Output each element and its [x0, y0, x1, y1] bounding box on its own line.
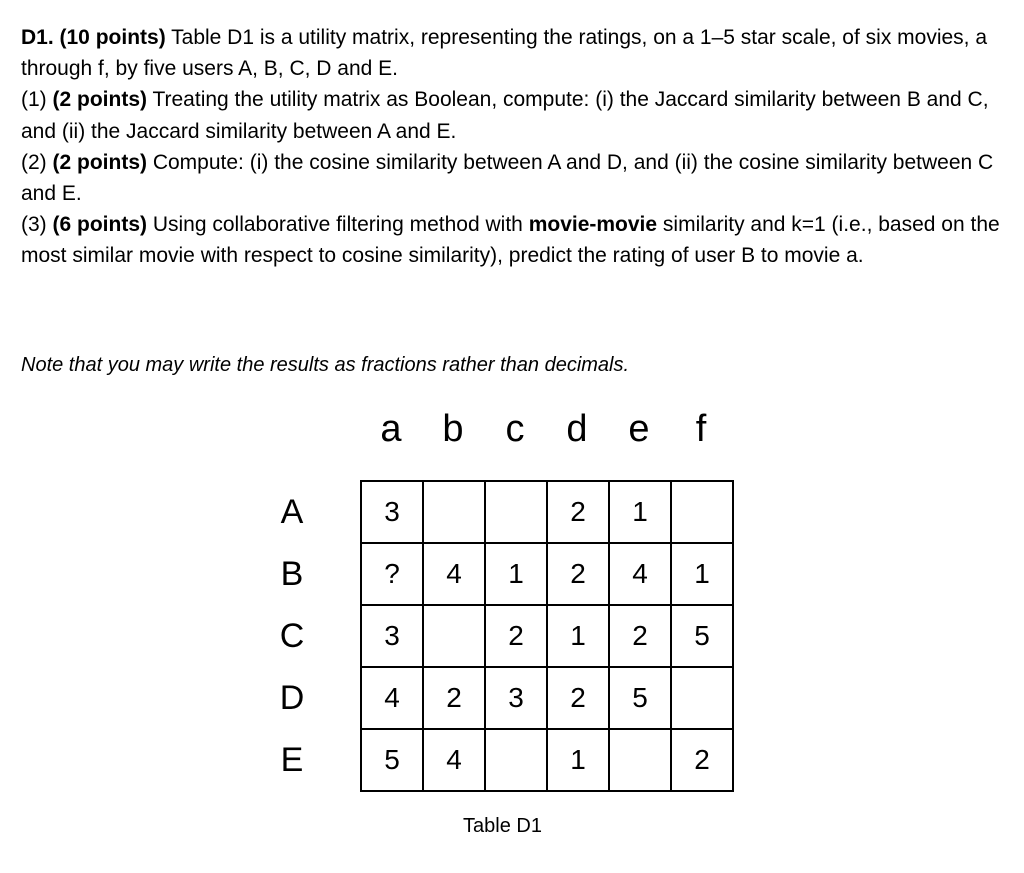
cell-b-e: 4	[609, 543, 671, 605]
cell-e-c	[485, 729, 547, 791]
part-1-label: (1)	[21, 88, 53, 112]
part-3-emphasis: movie-movie	[528, 213, 658, 237]
column-header-c: c	[505, 408, 525, 450]
cell-a-f	[671, 481, 733, 543]
table-row	[361, 605, 733, 667]
part-3-points: (6 points)	[52, 213, 147, 237]
utility-matrix	[360, 480, 734, 792]
cell-a-e: 1	[609, 481, 671, 543]
table-row	[361, 543, 733, 605]
cell-b-b: 4	[423, 543, 485, 605]
row-header-d: D	[279, 679, 305, 717]
cell-c-d: 1	[547, 605, 609, 667]
column-header-a: a	[380, 408, 402, 450]
column-header-d: d	[566, 408, 588, 450]
question-intro	[21, 22, 1001, 84]
cell-d-c: 3	[485, 667, 547, 729]
table-row	[361, 667, 733, 729]
cell-a-c	[485, 481, 547, 543]
cell-e-a: 5	[361, 729, 423, 791]
cell-c-c: 2	[485, 605, 547, 667]
question-intro-text: Table D1 is a utility matrix, representing the ratings, on a 1–5 star scale, of six movies, a through f, by five users A, B, C, D and E.	[21, 26, 988, 81]
cell-d-f	[671, 667, 733, 729]
part-3-text-rest: similarity and k=1 (i.e., based on the most similar movie with respect to cosine similarity), predict the rating of user B to movie a.	[21, 213, 1000, 268]
cell-e-d: 1	[547, 729, 609, 791]
part-1	[21, 84, 1001, 146]
cell-b-a: ?	[361, 543, 423, 605]
row-header-e: E	[280, 741, 304, 779]
part-2-label: (2)	[21, 150, 53, 174]
cell-a-b	[423, 481, 485, 543]
part-2-points: (2 points)	[52, 150, 147, 174]
table-row	[361, 481, 733, 543]
cell-c-e: 2	[609, 605, 671, 667]
column-header-b: b	[442, 408, 464, 450]
row-header-c: C	[279, 617, 305, 655]
part-2	[21, 147, 1001, 209]
part-3-text: Using collaborative filtering method with	[147, 213, 529, 237]
part-3-label: (3)	[21, 213, 53, 237]
table-row	[361, 729, 733, 791]
cell-d-d: 2	[547, 667, 609, 729]
part-1-points: (2 points)	[52, 88, 147, 112]
cell-c-f: 5	[671, 605, 733, 667]
question-text	[21, 22, 1001, 272]
row-header-a: A	[280, 493, 304, 531]
cell-a-d: 2	[547, 481, 609, 543]
cell-c-b	[423, 605, 485, 667]
cell-b-c: 1	[485, 543, 547, 605]
part-1-text: Treating the utility matrix as Boolean, compute: (i) the Jaccard similarity between B and C, and (ii) the Jaccard similarity between A and E.	[21, 88, 989, 143]
cell-d-a: 4	[361, 667, 423, 729]
column-header-f: f	[695, 408, 707, 450]
cell-d-e: 5	[609, 667, 671, 729]
part-3	[21, 209, 1001, 271]
cell-e-f: 2	[671, 729, 733, 791]
cell-e-b: 4	[423, 729, 485, 791]
column-header-e: e	[628, 408, 650, 450]
cell-a-a: 3	[361, 481, 423, 543]
question-number: D1. (10 points)	[21, 26, 166, 49]
part-2-text: Compute: (i) the cosine similarity between A and D, and (ii) the cosine similarity between C and E.	[21, 150, 994, 206]
cell-d-b: 2	[423, 667, 485, 729]
cell-c-a: 3	[361, 605, 423, 667]
cell-b-f: 1	[671, 543, 733, 605]
row-header-b: B	[280, 555, 304, 593]
note: Note that you may write the results as fractions rather than decimals.	[21, 354, 630, 376]
cell-b-d: 2	[547, 543, 609, 605]
table-caption: Table D1	[463, 815, 542, 837]
cell-e-e	[609, 729, 671, 791]
